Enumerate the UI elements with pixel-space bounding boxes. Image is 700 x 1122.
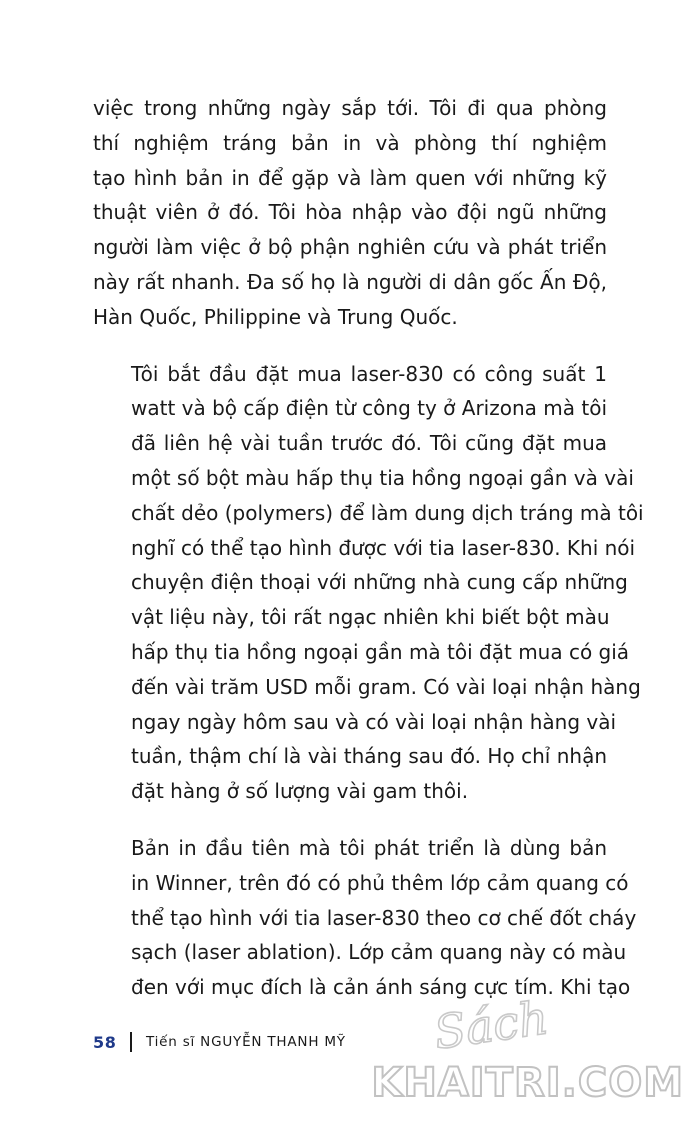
text-line: đến vài trăm USD mỗi gram. Có vài loại nhận hàng [131, 674, 641, 699]
footer-divider [130, 1032, 132, 1052]
text-line: in Winner, trên đó có phủ thêm lớp cảm quang có [131, 870, 629, 895]
text-line: vật liệu này, tôi rất ngạc nhiên khi biết bột màu [131, 605, 610, 630]
paragraph [93, 357, 644, 809]
page-footer [93, 1032, 346, 1052]
text-line: ngay ngày hôm sau và có vài loại nhận hàng vài [131, 709, 617, 734]
text-line: chất dẻo (polymers) để làm dung dịch tráng mà tôi [131, 500, 644, 525]
paragraph [93, 831, 637, 1005]
text-line: sạch (laser ablation). Lớp cảm quang này có màu [131, 940, 627, 965]
text-line: thể tạo hình với tia laser-830 theo cơ chế đốt cháy [131, 905, 637, 930]
text-line: Hàn Quốc, Philippine và Trung Quốc. [93, 304, 458, 329]
text-line: thí nghiệm tráng bản in và phòng thí nghiệm [93, 130, 607, 155]
watermark-script: Sách [430, 990, 552, 1060]
watermark-brand: KHAITRI.COM [371, 1060, 684, 1106]
page-body [93, 91, 644, 1027]
text-line: tuần, thậm chí là vài tháng sau đó. Họ chỉ nhận [131, 744, 607, 769]
text-line: thuật viên ở đó. Tôi hòa nhập vào đội ngũ những [93, 200, 607, 225]
text-line: tạo hình bản in để gặp và làm quen với những kỹ [93, 165, 607, 190]
text-line: đặt hàng ở số lượng vài gam thôi. [131, 779, 469, 804]
watermark-logo [354, 990, 684, 1106]
text-line: watt và bộ cấp điện từ công ty ở Arizona mà tôi [131, 396, 607, 421]
text-line: này rất nhanh. Đa số họ là người di dân gốc Ấn Độ, [93, 269, 607, 294]
text-line: Tôi bắt đầu đặt mua laser-830 có công suất 1 [131, 361, 607, 386]
paragraph [93, 91, 607, 335]
page-number: 58 [93, 1032, 117, 1052]
text-line: đã liên hệ vài tuần trước đó. Tôi cũng đặt mua [131, 431, 607, 456]
text-line: người làm việc ở bộ phận nghiên cứu và phát triển [93, 235, 607, 260]
running-author: Tiến sĩ NGUYỄN THANH MỸ [145, 1034, 346, 1050]
text-line: đen với mục đích là cản ánh sáng cực tím. Khi tạo [131, 975, 631, 1000]
text-line: nghĩ có thể tạo hình được với tia laser-830. Khi nói [131, 535, 636, 560]
text-line: một số bột màu hấp thụ tia hồng ngoại gần và vài [131, 465, 634, 490]
text-line: việc trong những ngày sắp tới. Tôi đi qua phòng [93, 96, 607, 120]
text-line: Bản in đầu tiên mà tôi phát triển là dùng bản [131, 835, 607, 860]
text-line: hấp thụ tia hồng ngoại gần mà tôi đặt mua có giá [131, 639, 630, 664]
text-line: chuyện điện thoại với những nhà cung cấp những [131, 570, 628, 595]
